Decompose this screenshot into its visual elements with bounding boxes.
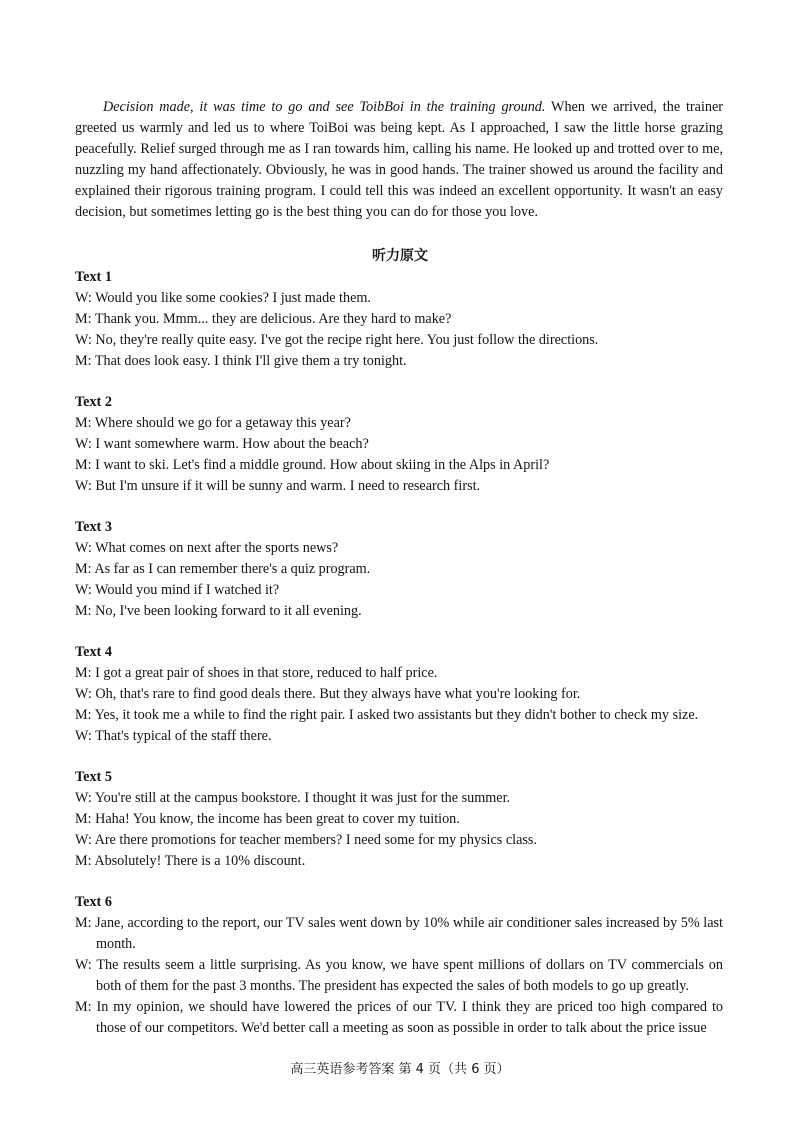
- story-paragraph: [75, 97, 723, 223]
- listening-transcript: [75, 267, 723, 1059]
- transcript-text-5: [75, 767, 723, 872]
- story-lead-sentence: Decision made, it was time to go and see ToibBoi in the training ground.: [103, 99, 546, 115]
- dialogue-line: M: Where should we go for a getaway this year?: [75, 415, 351, 431]
- dialogue-line: M: As far as I can remember there's a quiz program.: [75, 561, 371, 577]
- text-title: Text 4: [75, 644, 112, 660]
- dialogue-line: M: Yes, it took me a while to find the right pair. I asked two assistants but they didn't bother to check my size.: [75, 707, 699, 723]
- transcript-text-4: [75, 642, 723, 747]
- dialogue-line: M: Haha! You know, the income has been great to cover my tuition.: [75, 811, 460, 827]
- transcript-text-2: [75, 392, 723, 497]
- text-title: Text 5: [75, 769, 112, 785]
- text-title: Text 3: [75, 519, 112, 535]
- dialogue-line: W: Are there promotions for teacher members? I need some for my physics class.: [75, 832, 537, 848]
- dialogue-line: W: Would you like some cookies? I just made them.: [75, 290, 371, 306]
- dialogue-line: M: In my opinion, we should have lowered the prices of our TV. I think they are priced too high compared to those of our competitors. We'd better call a meeting as soon as possible in order to talk about the price issue: [75, 999, 723, 1036]
- dialogue-line: M: I got a great pair of shoes in that store, reduced to half price.: [75, 665, 438, 681]
- transcript-text-6: [75, 892, 723, 1039]
- transcript-text-1: [75, 267, 723, 372]
- dialogue-line: W: That's typical of the staff there.: [75, 728, 272, 744]
- listening-transcript-heading: 听力原文: [372, 248, 428, 264]
- dialogue-line: W: What comes on next after the sports news?: [75, 540, 339, 556]
- page-footer: 高三英语参考答案 第 4 页（共 6 页）: [290, 1062, 510, 1077]
- dialogue-line: M: Jane, according to the report, our TV sales went down by 10% while air conditioner sales increased by 5% last month.: [75, 915, 723, 952]
- dialogue-line: W: The results seem a little surprising. As you know, we have spent millions of dollars on TV commercials on both of them for the past 3 months. The president has expected the sales of both models to go up greatly.: [75, 957, 723, 994]
- dialogue-line: M: I want to ski. Let's find a middle ground. How about skiing in the Alps in April?: [75, 457, 550, 473]
- dialogue-line: W: No, they're really quite easy. I've got the recipe right here. You just follow the directions.: [75, 332, 599, 348]
- dialogue-line: M: That does look easy. I think I'll give them a try tonight.: [75, 353, 407, 369]
- dialogue-line: M: Absolutely! There is a 10% discount.: [75, 853, 306, 869]
- text-title: Text 1: [75, 269, 112, 285]
- story-body-text: When we arrived, the trainer greeted us warmly and led us to where ToiBoi was being kept. As I approached, I saw the little horse grazing peacefully. Relief surged through me as I ran towards him, calling his name. He looked up and trotted over to me, nuzzling my hand affectionately. Obviously, he was in good hands. The trainer showed us around the facility and explained their rigorous training program. I could tell this was indeed an excellent opportunity. It wasn't an easy decision, but sometimes letting go is the best thing you can do for those you love.: [75, 99, 724, 220]
- dialogue-line: W: I want somewhere warm. How about the beach?: [75, 436, 369, 452]
- dialogue-line: W: But I'm unsure if it will be sunny and warm. I need to research first.: [75, 478, 481, 494]
- dialogue-line: M: Thank you. Mmm... they are delicious. Are they hard to make?: [75, 311, 452, 327]
- transcript-text-3: [75, 517, 723, 622]
- dialogue-line: W: You're still at the campus bookstore. I thought it was just for the summer.: [75, 790, 511, 806]
- dialogue-line: M: No, I've been looking forward to it all evening.: [75, 603, 362, 619]
- text-title: Text 2: [75, 394, 112, 410]
- dialogue-line: W: Oh, that's rare to find good deals there. But they always have what you're looking for.: [75, 686, 581, 702]
- dialogue-line: W: Would you mind if I watched it?: [75, 582, 280, 598]
- text-title: Text 6: [75, 894, 112, 910]
